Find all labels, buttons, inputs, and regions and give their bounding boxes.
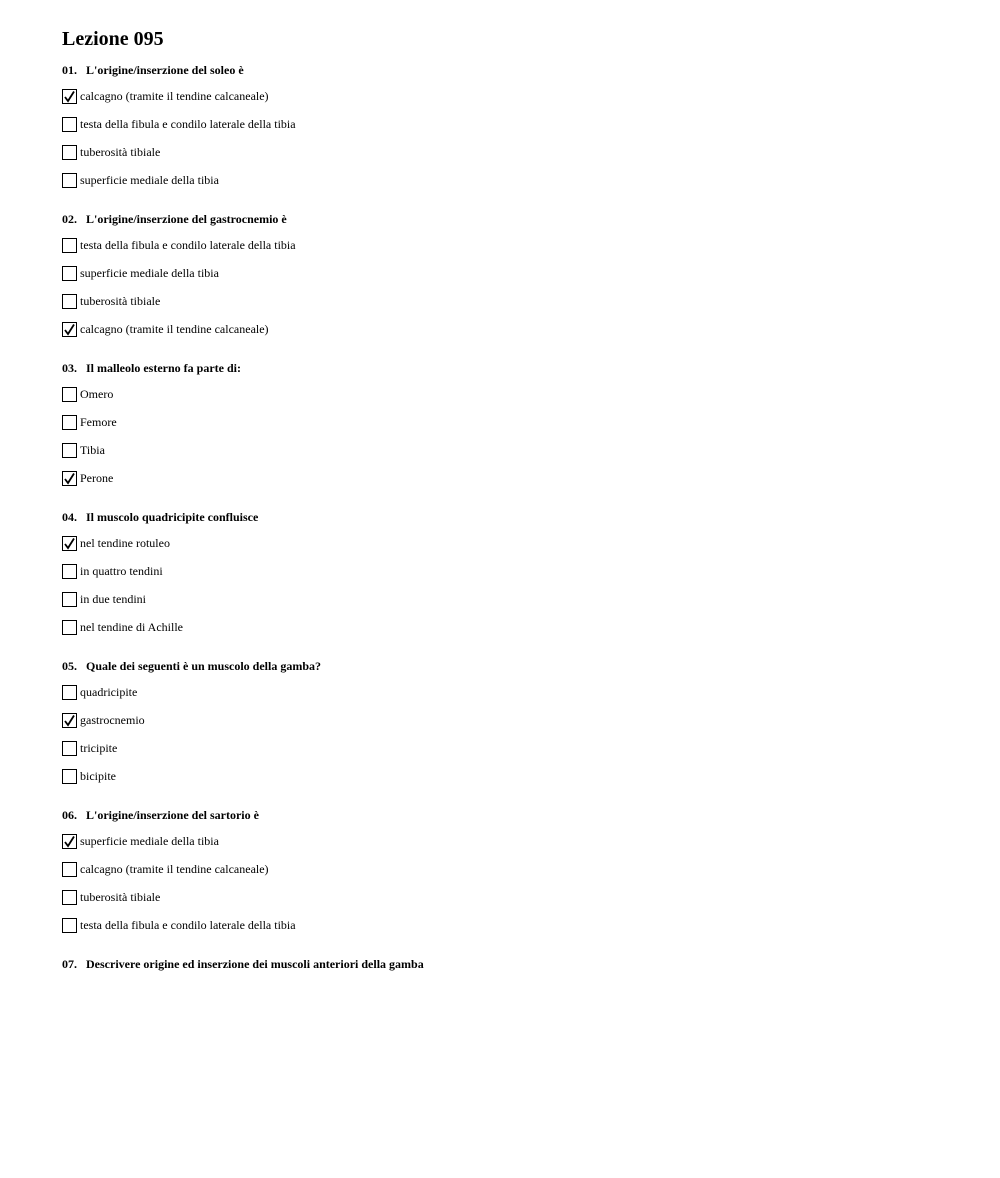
option[interactable]: [62, 678, 962, 706]
lesson-title: Lezione 095: [62, 28, 164, 50]
question-number: 06.: [62, 808, 77, 822]
option-label: Femore: [80, 414, 117, 429]
option[interactable]: [62, 408, 962, 436]
question-heading: [62, 211, 962, 227]
answer-checkbox[interactable]: [62, 834, 77, 849]
option[interactable]: [62, 82, 962, 110]
answer-checkbox[interactable]: [62, 536, 77, 551]
option[interactable]: [62, 110, 962, 138]
question-02: [62, 211, 962, 343]
answer-checkbox[interactable]: [62, 890, 77, 905]
option-label: in due tendini: [80, 591, 146, 606]
answer-checkbox[interactable]: [62, 564, 77, 579]
answer-checkbox[interactable]: [62, 713, 77, 728]
option-label: nel tendine rotuleo: [80, 535, 170, 550]
answer-checkbox[interactable]: [62, 294, 77, 309]
question-heading: [62, 360, 962, 376]
option-label: tricipite: [80, 740, 118, 755]
answer-checkbox[interactable]: [62, 471, 77, 486]
option[interactable]: [62, 138, 962, 166]
answer-checkbox[interactable]: [62, 415, 77, 430]
option-label: Perone: [80, 470, 114, 485]
answer-checkbox[interactable]: [62, 387, 77, 402]
question-text: Descrivere origine ed inserzione dei muscoli anteriori della gamba: [86, 957, 424, 971]
question-text: L'origine/inserzione del soleo è: [86, 63, 244, 77]
checkmark-icon: [63, 714, 76, 727]
option[interactable]: [62, 464, 962, 492]
answer-checkbox[interactable]: [62, 443, 77, 458]
option-label: calcagno (tramite il tendine calcaneale): [80, 861, 269, 876]
question-text: Il muscolo quadricipite confluisce: [86, 510, 259, 524]
option[interactable]: [62, 855, 962, 883]
question-03: [62, 360, 962, 492]
option-label: in quattro tendini: [80, 563, 163, 578]
option[interactable]: [62, 436, 962, 464]
option-label: tuberosità tibiale: [80, 144, 161, 159]
checkmark-icon: [63, 90, 76, 103]
answer-checkbox[interactable]: [62, 266, 77, 281]
answer-checkbox[interactable]: [62, 769, 77, 784]
option[interactable]: [62, 883, 962, 911]
question-05: [62, 658, 962, 790]
option-label: quadricipite: [80, 684, 138, 699]
answer-checkbox[interactable]: [62, 685, 77, 700]
question-heading: [62, 509, 962, 525]
question-text: Il malleolo esterno fa parte di:: [86, 361, 241, 375]
option[interactable]: [62, 380, 962, 408]
option-label: Omero: [80, 386, 114, 401]
option-label: superficie mediale della tibia: [80, 833, 219, 848]
option[interactable]: [62, 827, 962, 855]
answer-checkbox[interactable]: [62, 322, 77, 337]
option-label: gastrocnemio: [80, 712, 145, 727]
question-01: [62, 62, 962, 194]
question-07: [62, 956, 962, 972]
checkmark-icon: [63, 537, 76, 550]
question-number: 05.: [62, 659, 77, 673]
option-label: tuberosità tibiale: [80, 293, 161, 308]
question-number: 03.: [62, 361, 77, 375]
question-heading: [62, 956, 962, 972]
option-label: calcagno (tramite il tendine calcaneale): [80, 321, 269, 336]
option[interactable]: [62, 231, 962, 259]
option-label: testa della fibula e condilo laterale della tibia: [80, 237, 296, 252]
answer-checkbox[interactable]: [62, 89, 77, 104]
option-label: superficie mediale della tibia: [80, 172, 219, 187]
question-heading: [62, 658, 962, 674]
checkmark-icon: [63, 323, 76, 336]
question-text: L'origine/inserzione del sartorio è: [86, 808, 259, 822]
option-label: calcagno (tramite il tendine calcaneale): [80, 88, 269, 103]
option-label: testa della fibula e condilo laterale della tibia: [80, 917, 296, 932]
option[interactable]: [62, 734, 962, 762]
option-label: nel tendine di Achille: [80, 619, 183, 634]
checkmark-icon: [63, 472, 76, 485]
answer-checkbox[interactable]: [62, 238, 77, 253]
option-label: tuberosità tibiale: [80, 889, 161, 904]
option[interactable]: [62, 259, 962, 287]
question-heading: [62, 807, 962, 823]
option[interactable]: [62, 911, 962, 939]
option[interactable]: [62, 315, 962, 343]
option[interactable]: [62, 166, 962, 194]
question-text: Quale dei seguenti è un muscolo della gamba?: [86, 659, 322, 673]
answer-checkbox[interactable]: [62, 620, 77, 635]
question-number: 07.: [62, 957, 77, 971]
answer-checkbox[interactable]: [62, 741, 77, 756]
quiz-page: [62, 26, 962, 989]
option[interactable]: [62, 762, 962, 790]
checkmark-icon: [63, 835, 76, 848]
answer-checkbox[interactable]: [62, 117, 77, 132]
option[interactable]: [62, 287, 962, 315]
option[interactable]: [62, 613, 962, 641]
answer-checkbox[interactable]: [62, 145, 77, 160]
option-label: testa della fibula e condilo laterale della tibia: [80, 116, 296, 131]
option[interactable]: [62, 706, 962, 734]
answer-checkbox[interactable]: [62, 173, 77, 188]
option[interactable]: [62, 529, 962, 557]
answer-checkbox[interactable]: [62, 918, 77, 933]
question-number: 02.: [62, 212, 77, 226]
answer-checkbox[interactable]: [62, 862, 77, 877]
question-text: L'origine/inserzione del gastrocnemio è: [86, 212, 287, 226]
option-label: superficie mediale della tibia: [80, 265, 219, 280]
option-label: bicipite: [80, 768, 116, 783]
answer-checkbox[interactable]: [62, 592, 77, 607]
option-label: Tibia: [80, 442, 105, 457]
option[interactable]: [62, 557, 962, 585]
question-04: [62, 509, 962, 641]
question-number: 01.: [62, 63, 77, 77]
option[interactable]: [62, 585, 962, 613]
question-heading: [62, 62, 962, 78]
question-06: [62, 807, 962, 939]
question-number: 04.: [62, 510, 77, 524]
